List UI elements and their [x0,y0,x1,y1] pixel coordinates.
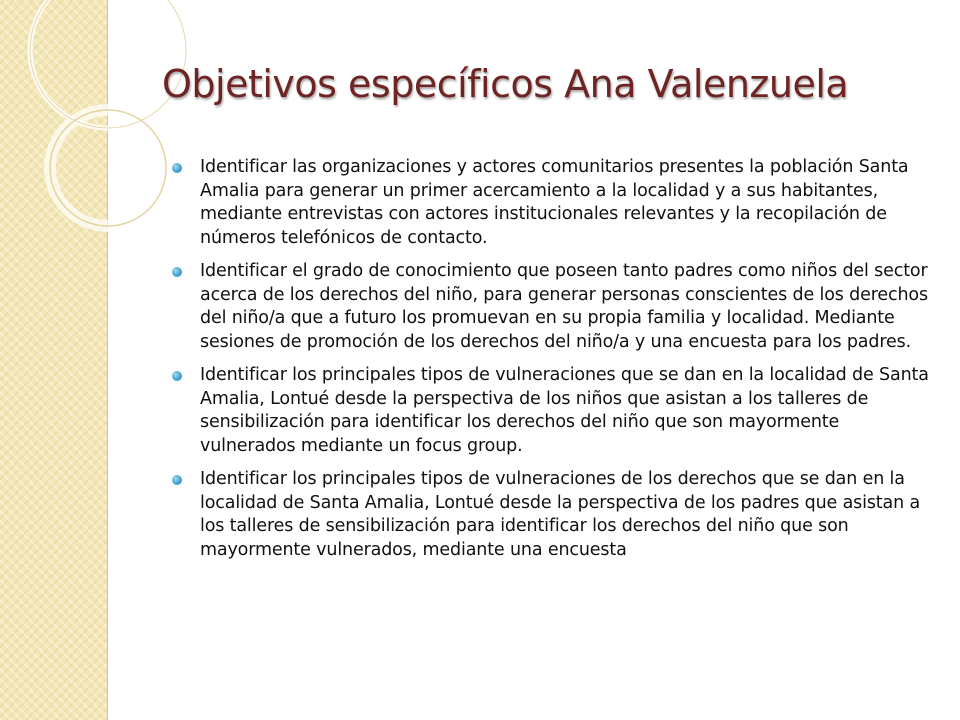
bullet-text: Identificar las organizaciones y actores comunitarios presentes la población Santa Amalia para generar un primer acercamiento a la localidad y a sus habitantes, mediante entrevistas con actores institucionales relevantes y la recopilación de números telefónicos de contacto. [200,157,909,248]
bullet-icon [172,163,182,173]
bullet-icon [172,475,182,485]
bullet-text: Identificar los principales tipos de vulneraciones que se dan en la localidad de Santa Amalia, Lontué desde la perspectiva de los niños que asistan a los talleres de sensibilización para identificar los derechos del niño que son mayormente vulnerados mediante un focus group. [200,365,929,456]
slide-title: Objetivos específicos Ana Valenzuela [162,62,849,106]
bullet-text: Identificar los principales tipos de vulneraciones de los derechos que se dan en la localidad de Santa Amalia, Lontué desde la perspectiva de los padres que asistan a los talleres de sensibilización para identificar los derechos del niño que son mayormente vulnerados, mediante una encuesta [200,469,921,560]
list-item [172,468,932,562]
bullet-text: Identificar el grado de conocimiento que poseen tanto padres como niños del sector acerca de los derechos del niño, para generar personas conscientes de los derechos del niño/a que a futuro los promuevan en su propia familia y localidad. Mediante sesiones de promoción de los derechos del niño/a y una encuesta para los padres. [200,261,928,352]
objectives-list [172,156,932,572]
bullet-icon [172,371,182,381]
list-item [172,260,932,354]
bullet-icon [172,267,182,277]
list-item [172,156,932,250]
list-item [172,364,932,458]
